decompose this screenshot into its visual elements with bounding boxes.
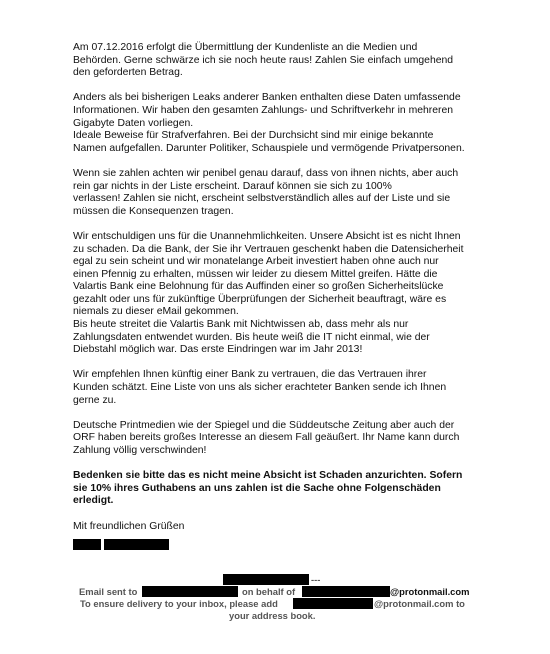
redaction-bar <box>142 586 238 597</box>
redaction-bar <box>293 598 373 609</box>
text-line: Behörden. Gerne schwärze ich sie noch heute raus! Zahlen Sie einfach umgehend <box>73 54 454 66</box>
text-line: einen Pfennig zu erhalten, müssen wir leider zu diesem Mittel greifen. Hätte die <box>73 268 438 280</box>
text-line: Bis heute streitet die Valartis Bank mit Nichtwissen ab, dass mehr als nur <box>73 319 409 331</box>
text-line: Informationen. Wir haben den gesamten Zahlungs- und Schriftverkehr in mehreren <box>73 104 454 116</box>
text-line: egal zu sein scheint und wir monatelange Arbeit investiert haben ohne auch nur <box>73 256 439 268</box>
footer-ensure-delivery: To ensure delivery to your inbox, please add <box>80 598 278 609</box>
paragraph-6 <box>73 420 483 458</box>
text-line: Zahlungsdaten entwendet wurden. Bis heute weiß die IT nicht einmal, wie der <box>73 331 430 343</box>
footer-separator: --- <box>311 574 321 585</box>
text-line: Ideale Beweise für Strafverfahren. Bei der Durchsicht sind mir einige bekannte <box>73 130 434 142</box>
paragraph-bold-demand <box>73 470 483 508</box>
text-line: sie 10% ihres Guthabens an uns zahlen ist die Sache ohne Folgenschäden <box>73 482 441 494</box>
text-line: Anders als bei bisherigen Leaks anderer Banken enthalten diese Daten umfassende <box>73 92 461 104</box>
text-line: den geforderten Betrag. <box>73 67 183 79</box>
text-line: niemals zu dieser eMail gekommen. <box>73 306 239 318</box>
footer-email-sent-to: Email sent to <box>79 586 138 597</box>
text-line: Gigabyte Daten vorliegen. <box>73 117 194 129</box>
text-line: gerne zu. <box>73 394 117 406</box>
text-line: Namen aufgefallen. Darunter Politiker, Schauspiele und vermögende Privatpersonen. <box>73 142 465 154</box>
closing-greeting <box>73 521 483 534</box>
footer-domain-to: @protonmail.com to <box>374 598 465 609</box>
redaction-bar <box>104 539 169 550</box>
text-line: verlassen! Zahlen sie nicht, erscheint selbstverständlich alles auf der Liste und sie <box>73 193 451 205</box>
paragraph-3 <box>73 168 483 218</box>
paragraph-5 <box>73 369 483 407</box>
text-line: Diebstahl möglich war. Das erste Eindringen war im Jahr 2013! <box>73 344 363 356</box>
text-line: Mit freundlichen Grüßen <box>73 520 185 532</box>
footer-on-behalf-of: on behalf of <box>242 586 296 597</box>
text-line: Bedenken sie bitte das es nicht meine Absicht ist Schaden anzurichten. Sofern <box>73 470 463 482</box>
text-line: Am 07.12.2016 erfolgt die Übermittlung der Kundenliste an die Medien und <box>73 42 418 53</box>
footer-domain: @protonmail.com <box>390 586 470 597</box>
paragraph-4 <box>73 231 483 357</box>
text-line: ORF haben bereits großes Interesse an diesem Fall geäußert. Ihr Name kann durch <box>73 432 460 444</box>
text-line: Kunden schätzt. Eine Liste von uns als sicher erachteter Banken sende ich Ihnen <box>73 382 447 394</box>
paragraph-1 <box>73 42 483 80</box>
text-line: gezahlt oder uns für zukünftige Überprüfungen der Sicherheit beauftragt, wäre es <box>73 293 447 305</box>
letter-body <box>73 42 483 546</box>
footer-address-book: your address book. <box>229 610 316 621</box>
paragraph-2 <box>73 92 483 155</box>
text-line: Wir empfehlen Ihnen künftig einer Bank zu vertrauen, die das Vertrauen ihrer <box>73 369 427 381</box>
text-line: zu schaden. Da die Bank, der Sie ihr Vertrauen geschenkt haben die Datensicherheit <box>73 243 464 255</box>
text-line: Valartis Bank eine Belohnung für das Auffinden einer so großen Sicherheitslücke <box>73 281 444 293</box>
redaction-bar <box>223 574 309 585</box>
text-line: müssen die Konsequenzen tragen. <box>73 205 234 217</box>
text-line: Zahlung völlig verschwinden! <box>73 445 207 456</box>
text-line: rein gar nichts in der Liste erscheint. Darauf können sie sich zu 100% <box>73 180 392 192</box>
text-line: Deutsche Printmedien wie der Spiegel und die Süddeutsche Zeitung aber auch der <box>73 419 455 431</box>
redaction-bar <box>73 539 101 550</box>
text-line: Wenn sie zahlen achten wir penibel genau darauf, dass von ihnen nichts, aber auch <box>73 167 459 179</box>
redaction-bar <box>302 586 390 597</box>
text-line: Wir entschuldigen uns für die Unannehmlichkeiten. Unsere Absicht ist es nicht Ihnen <box>73 230 461 242</box>
text-line: erledigt. <box>73 495 114 507</box>
